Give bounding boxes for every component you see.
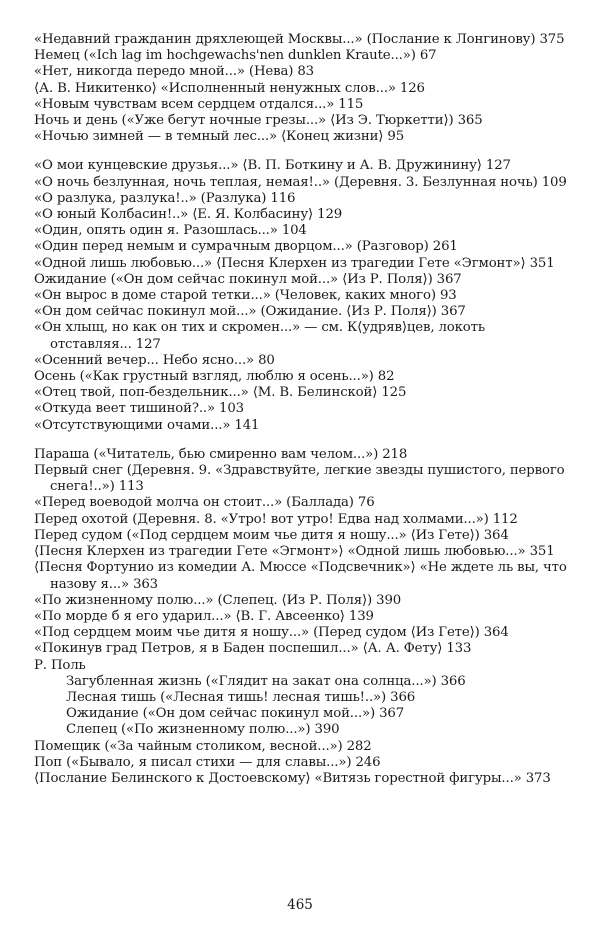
index-entry: ⟨Послание Белинского к Достоевскому⟩ «Витязь горестной фигуры...» 373 xyxy=(34,770,551,786)
index-entry: ⟨Песня Клерхен из трагедии Гете «Эгмонт»⟩ «Одной лишь любовью...» 351 xyxy=(34,544,555,560)
group-gap xyxy=(34,145,568,158)
index-entry: «Ночью зимней — в темный лес...» ⟨Конец жизни⟩ 95 xyxy=(34,129,405,145)
index-entry: Перед охотой (Деревня. 8. «Утро! вот утро! Едва над холмами...») 112 xyxy=(34,511,518,527)
index-entry: «О мои кунцевские друзья...» ⟨В. П. Боткину и А. В. Дружинину⟩ 127 xyxy=(34,158,511,174)
index-entry: ⟨Песня Фортунио из комедии А. Мюссе «Подсвечник»⟩ «Не ждете ль вы, что назову я...» 363 xyxy=(34,560,567,592)
index-entry: Осень («Как грустный взгляд, люблю я осень...») 82 xyxy=(34,369,395,385)
index-entry: Немец («Ich lag im hochgewachs'nen dunklen Kraute...») 67 xyxy=(34,48,437,64)
index-entry: «Он вырос в доме старой тетки...» (Человек, каких много) 93 xyxy=(34,288,457,304)
index-subentry: Слепец («По жизненному полю...») 390 xyxy=(66,722,340,738)
index-subentry: Ожидание («Он дом сейчас покинул мой...») 367 xyxy=(66,706,405,722)
index-entry: Помещик («За чайным столиком, весной...») 282 xyxy=(34,738,372,754)
index-entry: «Один, опять один я. Разошлась...» 104 xyxy=(34,223,307,239)
index-entry: Р. Поль xyxy=(34,657,86,673)
index-entry: «Нет, никогда передо мной...» (Нева) 83 xyxy=(34,64,314,80)
index-entry: «Отсутствующими очами...» 141 xyxy=(34,417,260,433)
index-entry: «О юный Колбасин!..» ⟨Е. Я. Колбасину⟩ 129 xyxy=(34,207,343,223)
index-entry: ⟨А. В. Никитенко⟩ «Исполненный ненужных слов...» 126 xyxy=(34,80,425,96)
index-entry: «Осенний вечер... Небо ясно...» 80 xyxy=(34,352,275,368)
index-entry: Ночь и день («Уже бегут ночные грезы...» ⟨Из Э. Тюркетти⟩) 365 xyxy=(34,113,483,129)
index-entry: «Он хлыщ, но как он тих и скромен...» — см. К⟨удряв⟩цев, локоть отставляя... 127 xyxy=(34,320,485,352)
index-entry: «Отец твой, поп-бездельник...» ⟨М. В. Белинской⟩ 125 xyxy=(34,385,407,401)
index-entry: «Один перед немым и сумрачным дворцом...» (Разговор) 261 xyxy=(34,239,458,255)
index-entry: Ожидание («Он дом сейчас покинул мой...» ⟨Из Р. Поля⟩) 367 xyxy=(34,271,462,287)
index-entry: «Одной лишь любовью...» ⟨Песня Клерхен из трагедии Гете «Эгмонт»⟩ 351 xyxy=(34,255,555,271)
index-entry: «О ночь безлунная, ночь теплая, немая!..» (Деревня. 3. Безлунная ночь) 109 xyxy=(34,174,567,190)
group-n xyxy=(34,32,568,145)
index-list xyxy=(34,32,568,787)
index-entry: «Под сердцем моим чье дитя я ношу...» (Перед судом ⟨Из Гете⟩) 364 xyxy=(34,625,509,641)
index-subentry: Лесная тишь («Лесная тишь! лесная тишь!..») 366 xyxy=(66,689,416,705)
index-entry: Поп («Бывало, я писал стихи — для славы...») 246 xyxy=(34,754,381,770)
index-entry: «Откуда веет тишиной?..» 103 xyxy=(34,401,244,417)
group-gap xyxy=(34,434,568,447)
index-entry: «Недавний гражданин дряхлеющей Москвы...» (Послание к Лонгинову) 375 xyxy=(34,32,565,47)
group-o xyxy=(34,158,568,433)
group-p xyxy=(34,447,568,787)
index-entry: «Покинув град Петров, я в Баден поспешил...» ⟨А. А. Фету⟩ 133 xyxy=(34,641,472,657)
index-entry: «Он дом сейчас покинул мой...» (Ожидание. ⟨Из Р. Поля⟩) 367 xyxy=(34,304,466,320)
index-entry: «По морде б я его ударил...» ⟨В. Г. Авсеенко⟩ 139 xyxy=(34,608,374,624)
page-number: 465 xyxy=(287,897,313,913)
index-entry: Перед судом («Под сердцем моим чье дитя я ношу...» ⟨Из Гете⟩) 364 xyxy=(34,527,509,543)
index-entry: Параша («Читатель, бью смиренно вам челом...») 218 xyxy=(34,446,408,462)
index-entry: «По жизненному полю...» (Слепец. ⟨Из Р. Поля⟩) 390 xyxy=(34,592,402,608)
index-entry: «О разлука, разлука!..» (Разлука) 116 xyxy=(34,190,296,206)
index-entry: «Новым чувствам всем сердцем отдался...» 115 xyxy=(34,96,364,112)
index-entry: «Перед воеводой молча он стоит...» (Баллада) 76 xyxy=(34,495,375,511)
index-subentry: Загубленная жизнь («Глядит на закат она солнца...») 366 xyxy=(66,673,466,689)
index-entry: Первый снег (Деревня. 9. «Здравствуйте, легкие звезды пушистого, первого снега!..») 113 xyxy=(34,463,565,495)
